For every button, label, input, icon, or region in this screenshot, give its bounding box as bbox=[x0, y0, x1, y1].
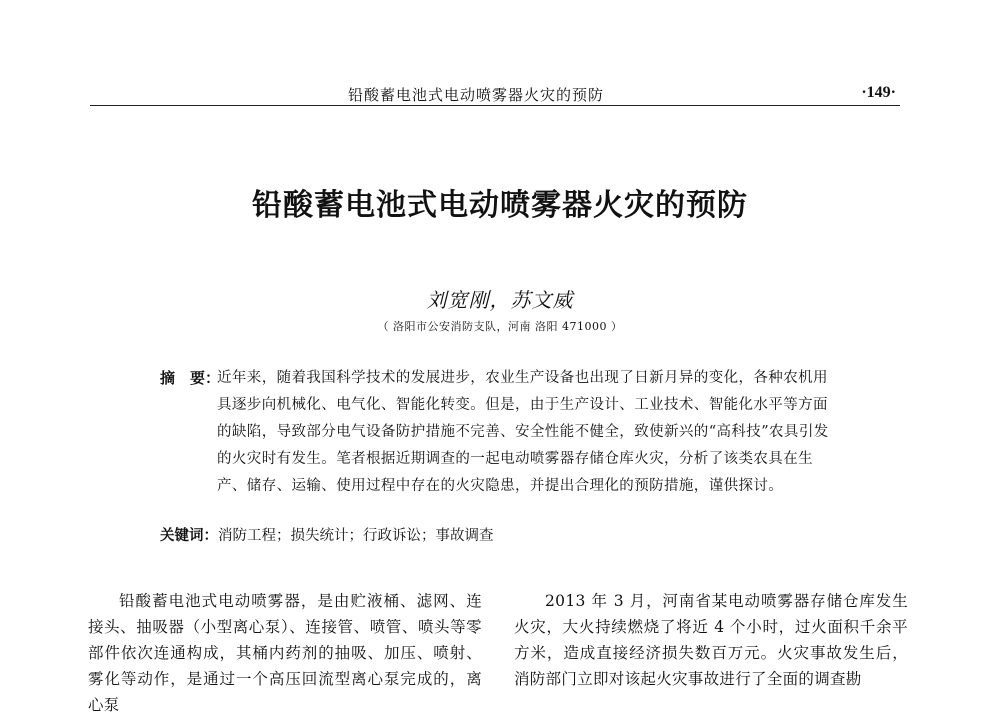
article-authors: 刘宽刚，苏文威 bbox=[426, 288, 574, 312]
running-header-title: 铅酸蓄电池式电动喷雾器火灾的预防 bbox=[348, 86, 605, 104]
header-rule bbox=[90, 105, 900, 106]
author-affiliation: （ 洛阳市公安消防支队，河南 洛阳 471000 ） bbox=[377, 320, 623, 333]
abstract-text: 近年来，随着我国科学技术的发展进步，农业生产设备也出现了日新月异的变化，各种农机用具逐步向机械化、电气化、智能化转变。但是，由于生产设计、工业技术、智能化水平等方面的缺陷，导致部分电气设备防护措施不完善、安全性能不健全，致使新兴的“高科技”农具引发的火灾时有发生。笔者根据近期调查的一起电动喷雾器存储仓库火灾，分析了该类农具在生产、储存、运输、使用过程中存在的火灾隐患，并提出合理化的预防措施，谨供探讨。 bbox=[217, 370, 829, 494]
abstract-label: 摘 要： bbox=[160, 369, 221, 387]
running-header bbox=[90, 84, 900, 110]
keywords-label: 关键词： bbox=[160, 528, 218, 544]
article-title: 铅酸蓄电池式电动喷雾器火灾的预防 bbox=[252, 188, 748, 223]
keywords-block bbox=[160, 524, 840, 545]
body-right-column: 2013 年 3 月，河南省某电动喷雾器存储仓库发生火灾，大火持续燃烧了将近 4 个小时，过火面积千余平方米，造成直接经济损失数百万元。火灾事故发生后，消防部门立即对该起火灾事故进行了全面的调查勘 bbox=[514, 592, 908, 688]
body-left-column: 铅酸蓄电池式电动喷雾器，是由贮液桶、滤网、连接头、抽吸器（小型离心泵）、连接管、喷管、喷头等零部件依次连通构成，其桶内药剂的抽吸、加压、喷射、雾化等动作，是通过一个高压回流型离心泵完成的，离心泵 bbox=[88, 592, 482, 714]
page-number: ·149· bbox=[861, 84, 896, 101]
keywords-text: 消防工程；损失统计；行政诉讼；事故调查 bbox=[218, 528, 494, 544]
